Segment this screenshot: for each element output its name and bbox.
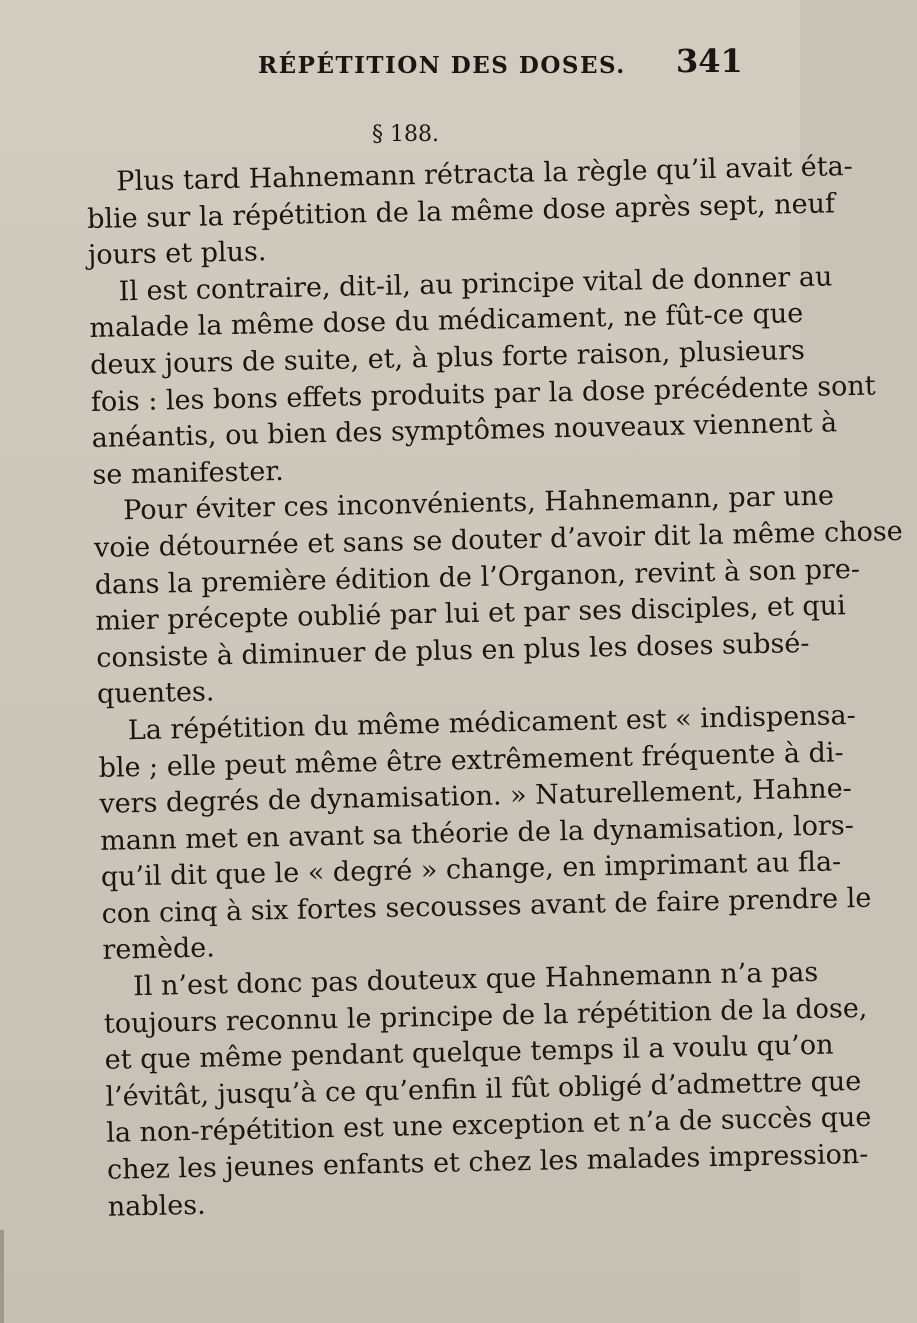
text-line: jours et plus. <box>87 236 267 272</box>
text-line: anéantis, ou bien des symptômes nouveaux viennent à <box>91 407 838 455</box>
text-line: mann met en avant sa théorie de la dynamisation, lors- <box>99 809 855 857</box>
text-line: nables. <box>107 1189 206 1223</box>
text-line: Plus tard Hahnemann rétracta la règle qu’il avait éta- <box>116 150 854 198</box>
page-number: 341 <box>676 42 743 80</box>
text-line: fois : les bons effets produits par la dose précédente sont <box>90 370 876 418</box>
text-line: deux jours de suite, et, à plus forte raison, plusieurs <box>89 334 806 381</box>
body-text <box>86 150 903 1226</box>
text-line: dans la première édition de l’Organon, revint à son pre- <box>94 553 861 601</box>
text-line: Il est contraire, dit-il, au principe vital de donner au <box>118 261 833 308</box>
text-line: vers degrés de dynamisation. » Naturellement, Hahne- <box>99 773 853 820</box>
section-heading: § 188. <box>372 122 439 147</box>
text-line: l’évitât, jusqu’à ce qu’enfin il fût obligé d’admettre que <box>105 1065 862 1113</box>
text-line: et que même pendant quelque temps il a voulu qu’on <box>104 1029 834 1077</box>
text-line: blie sur la répétition de la même dose après sept, neuf <box>86 187 836 235</box>
text-line: malade la même dose du médicament, ne fût-ce que <box>89 298 804 345</box>
text-line: qu’il dit que le « degré » change, en imprimant au fla- <box>100 846 842 894</box>
text-line: La répétition du même médicament est « indispensa- <box>127 699 857 747</box>
text-line: mier précepte oublié par lui et par ses disciples, et qui <box>95 590 846 638</box>
text-line: ble ; elle peut même être extrêmement fréquente à di- <box>98 736 844 784</box>
paragraph <box>97 699 872 970</box>
paragraph <box>88 261 876 495</box>
text-line: Il n’est donc pas douteux que Hahnemann n’a pas <box>132 956 819 1003</box>
text-line: con cinq à six fortes secousses avant de faire prendre le <box>101 882 872 930</box>
text-line: se manifester. <box>92 455 285 491</box>
text-line: toujours reconnu le principe de la répétition de la dose, <box>103 992 868 1040</box>
page-edge-shadow <box>0 1230 4 1323</box>
paragraph <box>93 480 903 714</box>
text-line: chez les jeunes enfants et chez les malades impression- <box>106 1138 869 1186</box>
text-line: quentes. <box>96 676 215 711</box>
paragraph <box>86 150 854 275</box>
text-line: Pour éviter ces inconvénients, Hahnemann, par une <box>122 480 835 527</box>
text-line: consiste à diminuer de plus en plus les doses subsé- <box>96 627 810 674</box>
text-line: voie détournée et sans se douter d’avoir dit la même chose <box>93 515 903 564</box>
text-line: la non-répétition est une exception et n’a de succès que <box>105 1102 872 1150</box>
running-head-title: RÉPÉTITION DES DOSES. <box>258 52 626 79</box>
text-line: remède. <box>102 932 216 967</box>
paragraph <box>103 956 872 1226</box>
